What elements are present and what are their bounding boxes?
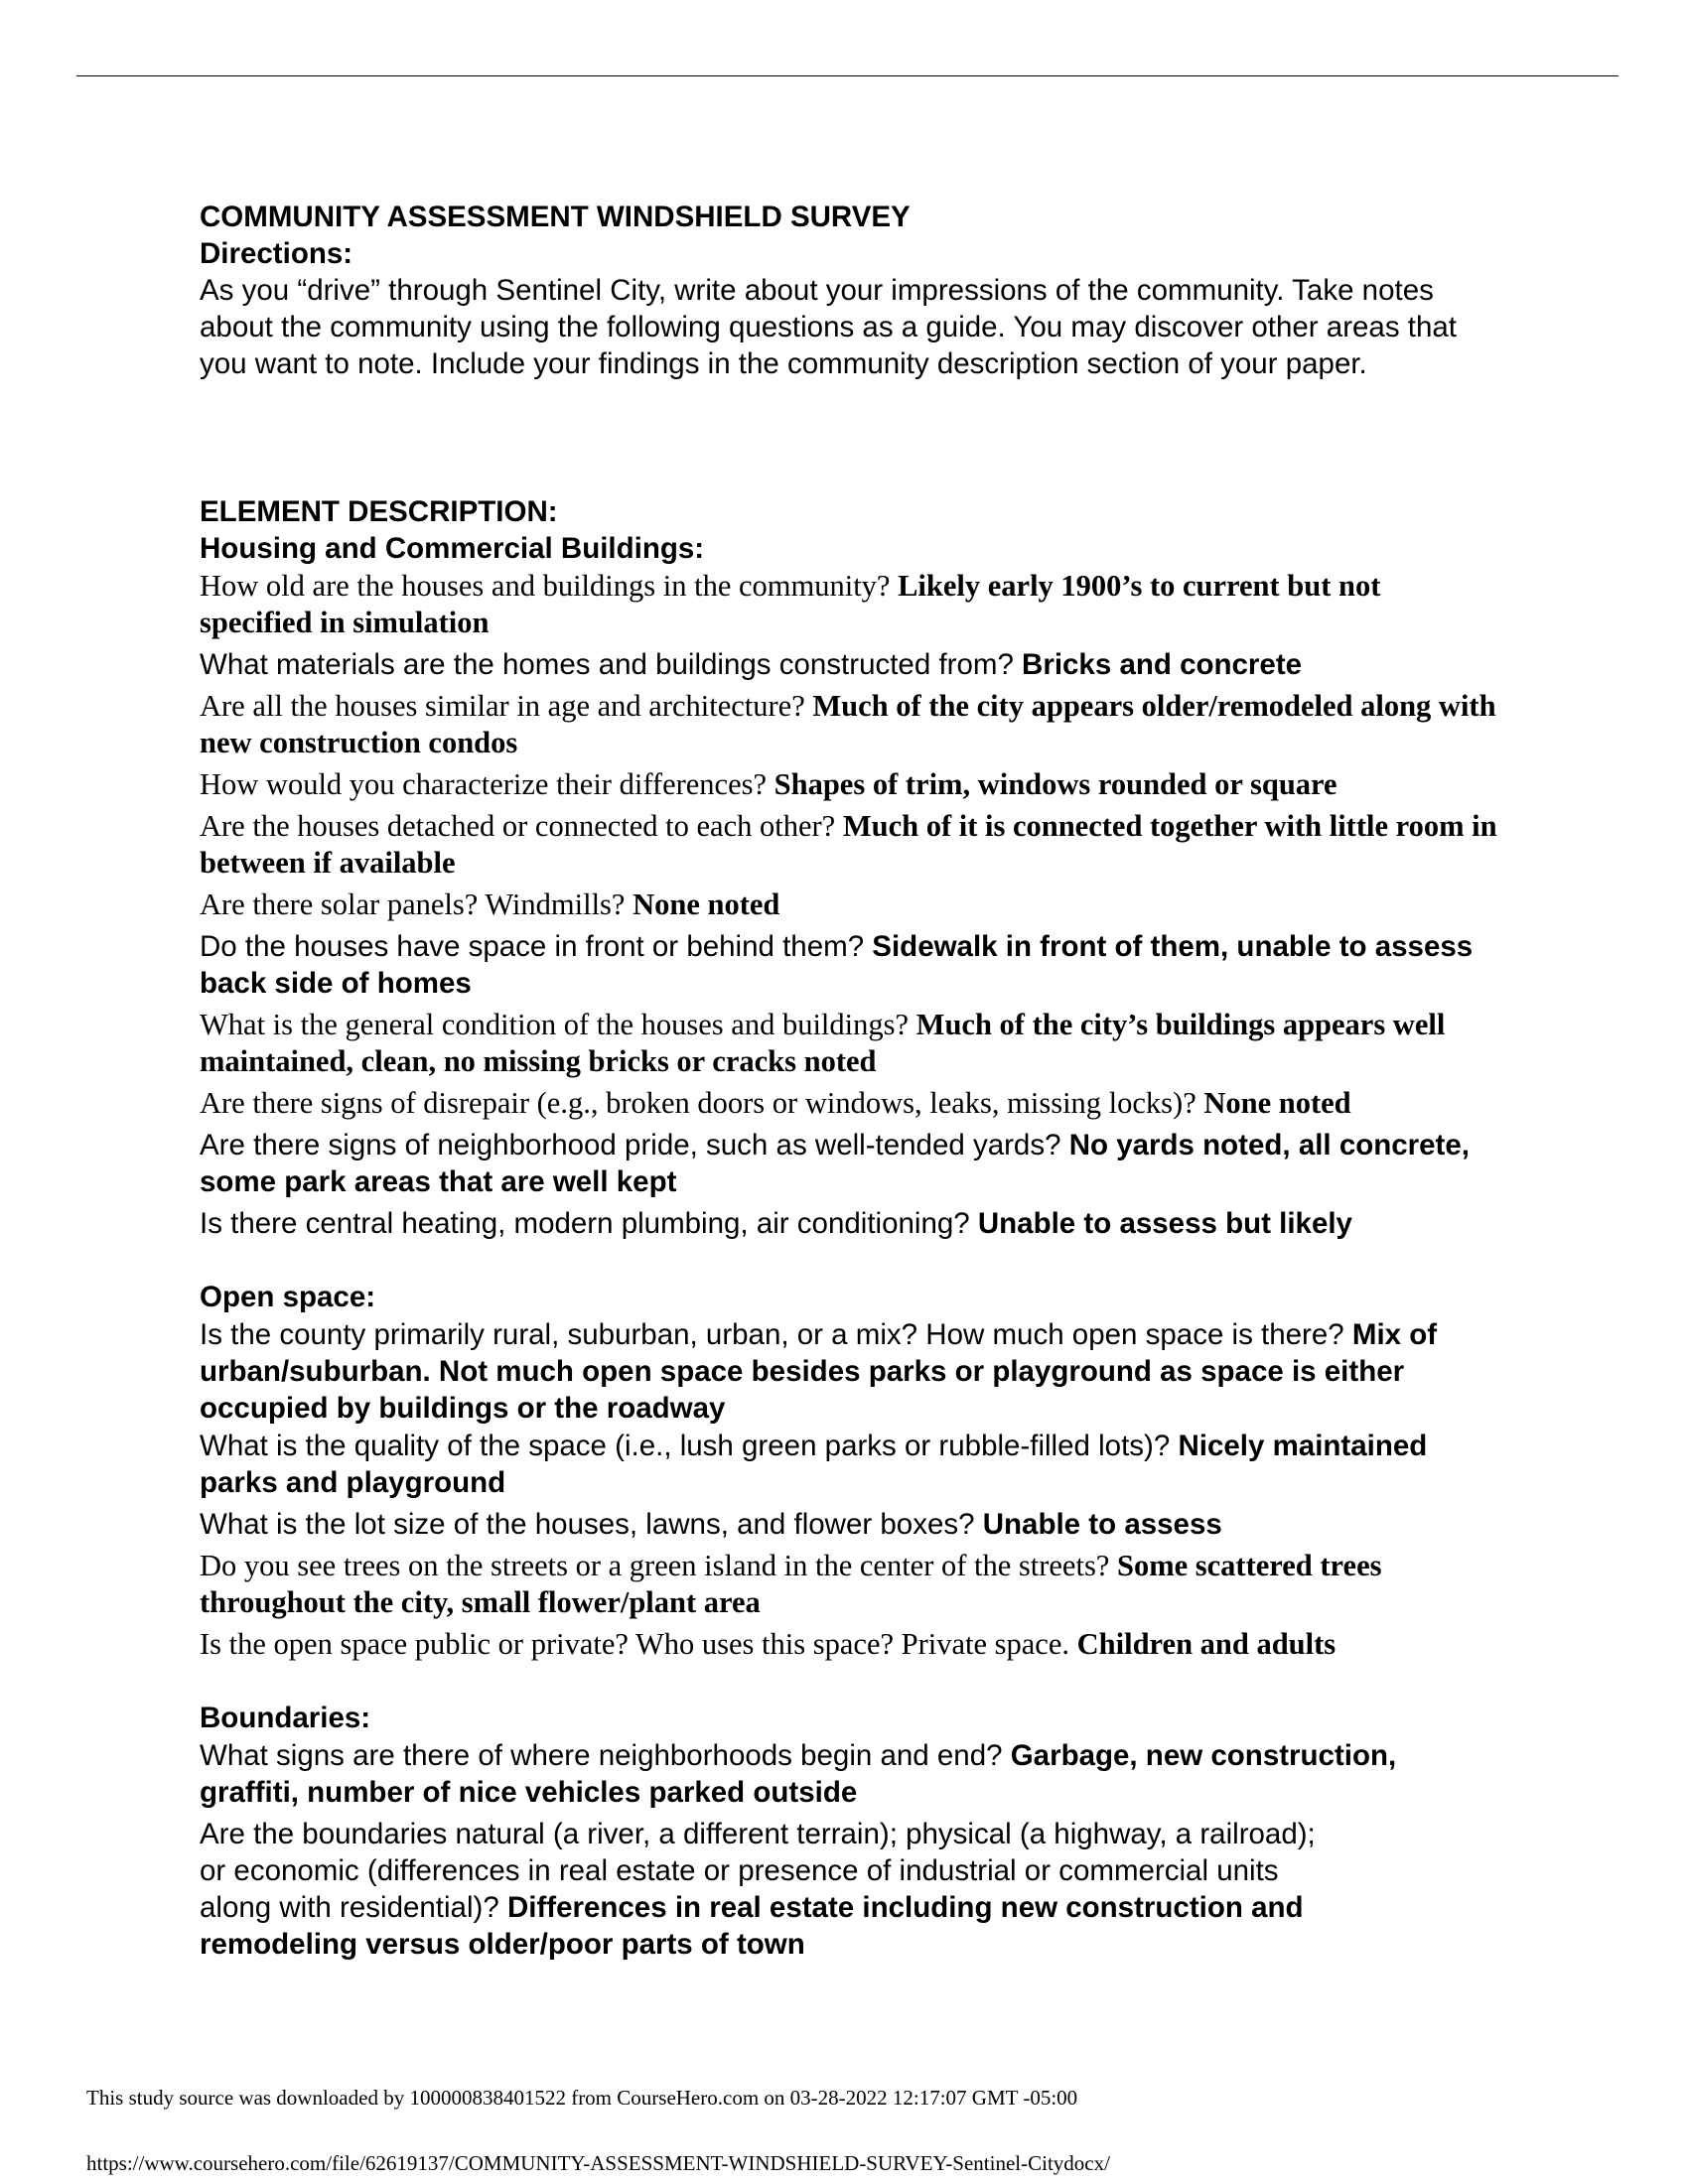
- list-item: [200, 1548, 1500, 1621]
- list-item: [200, 887, 1500, 923]
- question-text: Are all the houses similar in age and architecture?: [200, 689, 813, 723]
- list-item: [200, 1205, 1500, 1242]
- list-item: [200, 1737, 1500, 1811]
- question-text: Is the county primarily rural, suburban, urban, or a mix? How much open space is there?: [200, 1318, 1352, 1351]
- document-title: COMMUNITY ASSESSMENT WINDSHIELD SURVEY: [200, 201, 911, 233]
- directions-text: As you “drive” through Sentinel City, write about your impressions of the community. Take notes about the community using the following questions as a guide. You may discover other areas that you want to note. Include your findings in the community description section of your paper.: [200, 274, 1457, 380]
- question-text: What signs are there of where neighborhoods begin and end?: [200, 1739, 1011, 1772]
- list-item: [200, 646, 1500, 683]
- source-url[interactable]: https://www.coursehero.com/file/62619137/COMMUNITY-ASSESSMENT-WINDSHIELD-SURVEY-Sentinel-Citydocx/: [86, 2151, 1110, 2175]
- download-notice: This study source was downloaded by 100000838401522 from CourseHero.com on 03-28-2022 12:17:07 GMT -05:00: [86, 2086, 1078, 2110]
- answer-text: None noted: [633, 887, 780, 921]
- section-heading-boundaries: Boundaries:: [200, 1702, 371, 1734]
- list-item: [200, 568, 1500, 641]
- answer-text: Much of the city appears older/remodeled along with new construction condos: [200, 689, 1496, 759]
- question-text: Are the houses detached or connected to each other?: [200, 809, 843, 843]
- list-item: [200, 1428, 1500, 1501]
- list-item: [200, 1127, 1500, 1200]
- header-rule: [76, 75, 1618, 76]
- directions-label: Directions:: [200, 237, 353, 270]
- list-item: [200, 1506, 1500, 1543]
- question-text: What materials are the homes and buildings constructed from?: [200, 648, 1023, 681]
- section-heading-open-space: Open space:: [200, 1281, 376, 1313]
- question-text: How old are the houses and buildings in the community?: [200, 569, 899, 603]
- answer-text: Sidewalk in front of them, unable to assess back side of homes: [200, 930, 1474, 1000]
- list-item: [200, 1626, 1500, 1663]
- question-text: Are there signs of disrepair (e.g., broken doors or windows, leaks, missing locks)?: [200, 1086, 1204, 1120]
- list-item: [200, 1816, 1500, 1963]
- question-text: Do the houses have space in front or behind them?: [200, 930, 873, 963]
- list-item: [200, 1085, 1500, 1122]
- answer-text: Much of the city’s buildings appears well maintained, clean, no missing bricks or cracks noted: [200, 1008, 1446, 1078]
- list-item: [200, 928, 1500, 1002]
- list-item: [200, 688, 1500, 761]
- element-description-heading: ELEMENT DESCRIPTION:: [200, 495, 558, 528]
- answer-text: No yards noted, all concrete, some park areas that are well kept: [200, 1129, 1470, 1198]
- list-item: [200, 808, 1500, 882]
- answer-text: Likely early 1900’s to current but not specified in simulation: [200, 569, 1381, 639]
- list-item: [200, 1007, 1500, 1080]
- list-item: [200, 766, 1500, 803]
- question-text: How would you characterize their differences?: [200, 767, 774, 801]
- answer-text: Much of it is connected together with little room in between if available: [200, 809, 1497, 880]
- section-heading-housing: Housing and Commercial Buildings:: [200, 532, 705, 565]
- question-text: Are the boundaries natural (a river, a different terrain); physical (a highway, a railroad); or economic (differences in real estate or presence of industrial or commercial units along with residential)?: [200, 1818, 1316, 1924]
- answer-text: Children and adults: [1076, 1627, 1336, 1661]
- question-text: Is there central heating, modern plumbing, air conditioning?: [200, 1207, 978, 1240]
- answer-text: Unable to assess but likely: [977, 1207, 1352, 1240]
- answer-text: Bricks and concrete: [1022, 648, 1303, 681]
- answer-text: Garbage, new construction, graffiti, number of nice vehicles parked outside: [200, 1739, 1397, 1809]
- question-text: What is the lot size of the houses, lawns, and flower boxes?: [200, 1508, 983, 1541]
- answer-text: Unable to assess: [982, 1508, 1222, 1541]
- document-body: [200, 199, 1500, 1963]
- question-text: Is the open space public or private? Who uses this space? Private space.: [200, 1627, 1077, 1661]
- answer-text: Shapes of trim, windows rounded or square: [774, 767, 1337, 801]
- question-text: What is the quality of the space (i.e., lush green parks or rubble-filled lots)?: [200, 1430, 1179, 1462]
- answer-text: None noted: [1203, 1086, 1351, 1120]
- answer-text: Nicely maintained parks and playground: [200, 1430, 1428, 1499]
- question-text: Are there solar panels? Windmills?: [200, 887, 633, 921]
- question-text: What is the general condition of the houses and buildings?: [200, 1008, 916, 1041]
- question-text: Do you see trees on the streets or a green island in the center of the streets?: [200, 1549, 1117, 1582]
- answer-text: Mix of urban/suburban. Not much open space besides parks or playground as space is either occupied by buildings or the roadway: [200, 1318, 1438, 1425]
- question-text: Are there signs of neighborhood pride, such as well-tended yards?: [200, 1129, 1069, 1161]
- answer-text: Differences in real estate including new construction and remodeling versus older/poor parts of town: [200, 1891, 1304, 1961]
- list-item: [200, 1316, 1500, 1427]
- answer-text: Some scattered trees throughout the city, small flower/plant area: [200, 1549, 1382, 1619]
